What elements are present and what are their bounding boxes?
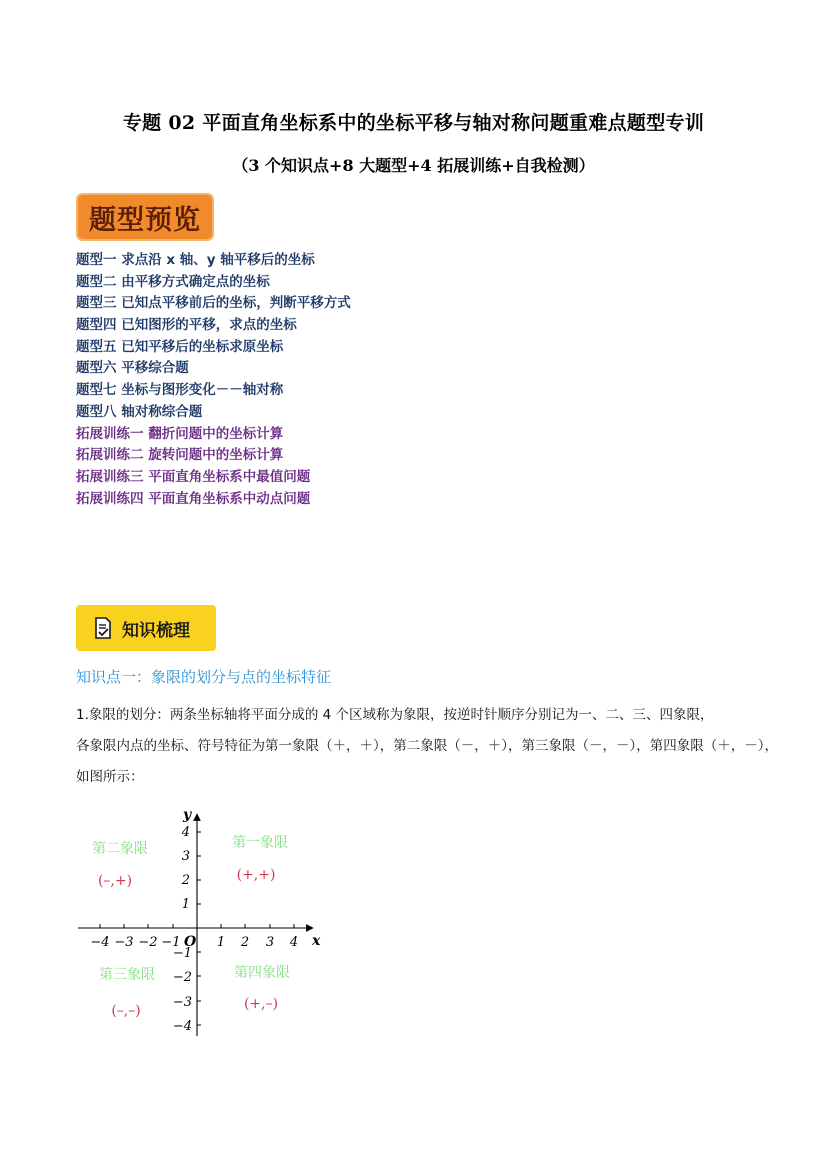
toc-item: 拓展训练一 翻折问题中的坐标计算: [76, 425, 284, 442]
quadrant-3-sign: (–,–): [111, 1003, 141, 1019]
toc-item: 拓展训练三 平面直角坐标系中最值问题: [76, 468, 311, 485]
x-tick-label: −3: [114, 935, 134, 950]
y-tick-label: 1: [181, 897, 190, 912]
knowledge-paragraph: [76, 700, 778, 793]
knowledge-badge: [76, 605, 216, 651]
preview-badge-label: 题型预览: [89, 204, 201, 236]
x-tick-label: 4: [289, 935, 299, 950]
quadrant-1-name: 第一象限: [232, 835, 288, 851]
x-tick-label: −2: [138, 935, 158, 950]
y-tick-label: 3: [181, 849, 190, 864]
toc-item: 题型五 已知平移后的坐标求原坐标: [76, 338, 284, 355]
page-subtitle: （3 个知识点+8 大题型+4 拓展训练+自我检测）: [232, 156, 595, 175]
toc-item: 拓展训练四 平面直角坐标系中动点问题: [76, 490, 311, 507]
y-tick-label: −4: [172, 1019, 192, 1034]
y-tick-label: −2: [172, 970, 192, 985]
paragraph-line: 各象限内点的坐标、符号特征为第一象限（＋，＋），第二象限（－，＋），第三象限（－，－），第四象限（＋，－），: [76, 738, 778, 754]
y-axis-label: y: [183, 807, 192, 823]
knowledge-badge-label: 知识梳理: [122, 620, 190, 641]
y-tick-label: 4: [181, 825, 190, 840]
x-tick-label: −4: [90, 935, 110, 950]
quadrant-2-sign: (–,+): [97, 873, 133, 889]
page-title: 专题 02 平面直角坐标系中的坐标平移与轴对称问题重难点题型专训: [122, 112, 705, 134]
quadrant-2-name: 第二象限: [92, 841, 148, 857]
quadrant-4-name: 第四象限: [234, 965, 290, 981]
quadrant-diagram: [70, 800, 340, 1040]
origin-label: O: [184, 934, 197, 950]
quadrant-3-name: 第三象限: [99, 967, 155, 983]
y-tick-label: −1: [172, 946, 192, 961]
toc-item: 题型二 由平移方式确定点的坐标: [76, 273, 270, 290]
toc-item: 题型四 已知图形的平移，求点的坐标: [76, 317, 297, 334]
document-check-icon: [94, 617, 112, 639]
x-tick-label: 2: [240, 935, 250, 950]
quadrant-labels: [92, 835, 290, 1019]
toc-item: 拓展训练二 旋转问题中的坐标计算: [76, 447, 284, 464]
toc-item: 题型三 已知点平移前后的坐标，判断平移方式: [76, 295, 351, 312]
x-tick-label: 1: [216, 935, 226, 950]
quadrant-4-sign: (+,–): [243, 996, 279, 1012]
toc-item: 题型七 坐标与图形变化－－轴对称: [76, 382, 284, 399]
question-type-list: [76, 250, 351, 510]
quadrant-1-sign: (+,+): [236, 867, 276, 883]
toc-item: 题型六 平移综合题: [76, 360, 189, 377]
x-axis-label: x: [312, 933, 321, 949]
y-tick-label: 2: [181, 873, 190, 888]
knowledge-point-heading: 知识点一：象限的划分与点的坐标特征: [76, 668, 332, 686]
x-tick-label: 3: [265, 935, 275, 950]
paragraph-line: 如图所示：: [76, 769, 144, 785]
y-tick-label: −3: [172, 995, 192, 1010]
toc-item: 题型八 轴对称综合题: [76, 403, 203, 420]
preview-badge: [76, 193, 214, 241]
x-tick-label: −1: [161, 935, 181, 950]
toc-item: 题型一 求点沿 x 轴、y 轴平移后的坐标: [76, 252, 315, 268]
paragraph-line: 1.象限的划分：两条坐标轴将平面分成的 4 个区域称为象限，按逆时针顺序分别记为一、二、三、四象限，: [76, 707, 714, 723]
